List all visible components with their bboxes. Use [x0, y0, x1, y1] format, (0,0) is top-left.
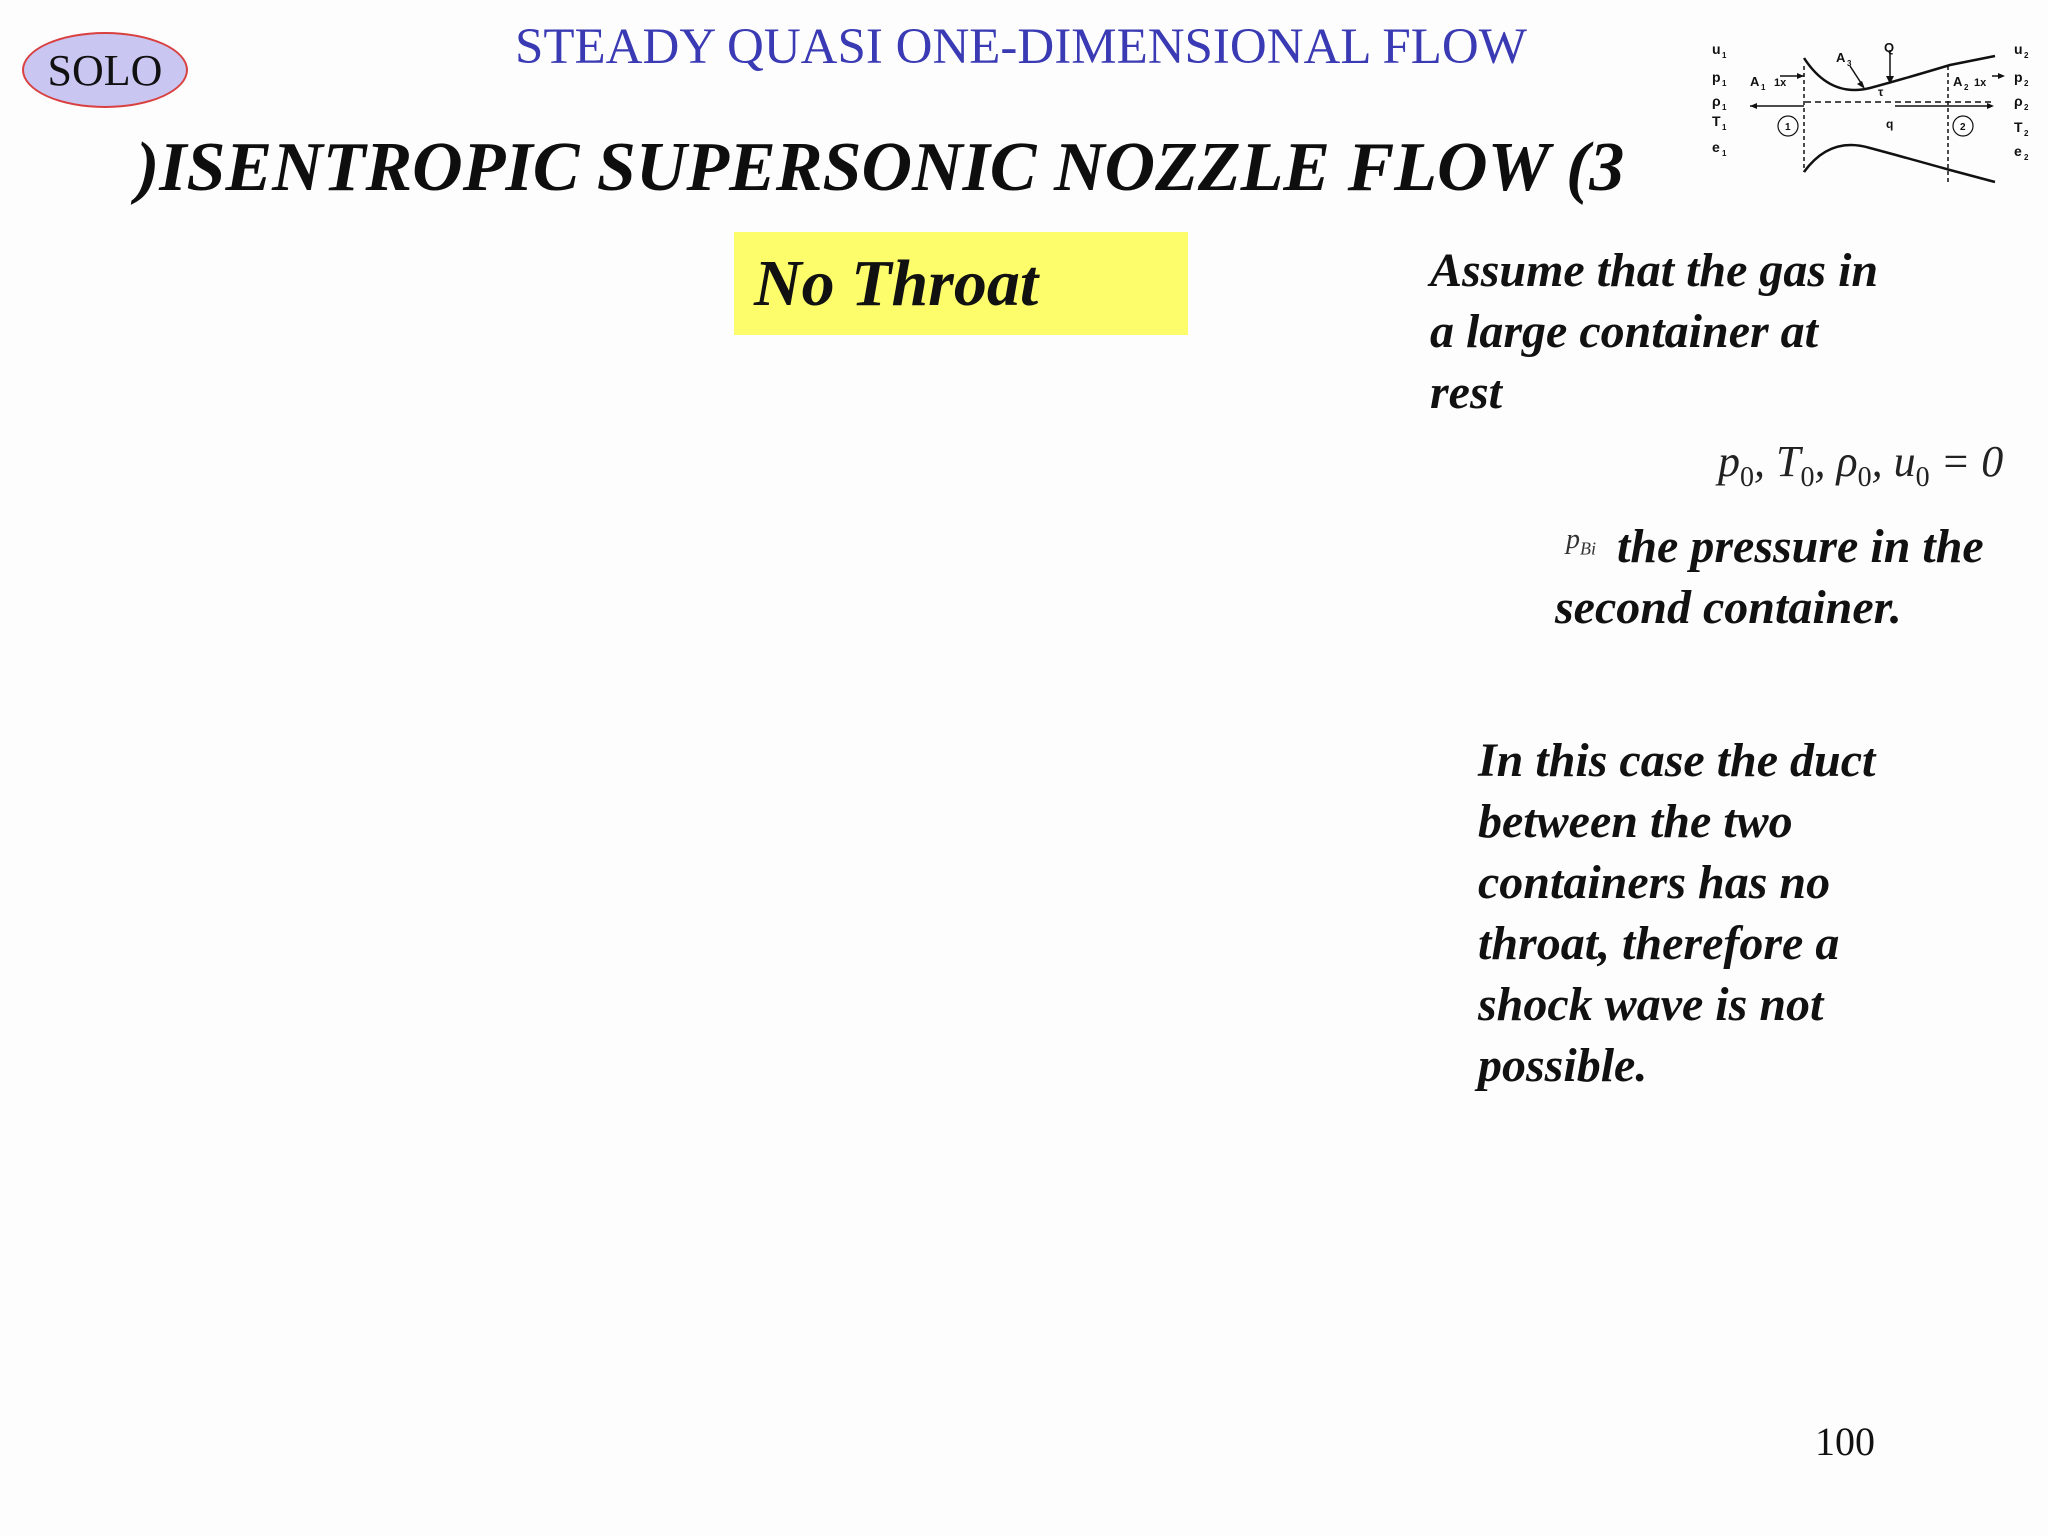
dx1-arrowhead	[1797, 73, 1804, 79]
formula-sub: 0	[1740, 461, 1754, 493]
pbi-p: p	[1566, 524, 1580, 555]
left-sub: 1	[1722, 103, 1727, 112]
a2-label: A	[1953, 74, 1963, 89]
a2-sub: 2	[1964, 83, 1969, 92]
formula-sub: 0	[1915, 461, 1930, 493]
right-label: p	[2014, 69, 2023, 85]
stagnation-formula: $p_0$, $T_0$, $\rho_0$, $u_0 = 0$	[1718, 437, 2004, 493]
pbi-sub: Bi	[1580, 538, 1596, 559]
a1-label: A	[1750, 74, 1760, 89]
no-throat-label: No Throat	[754, 246, 1039, 320]
dx2-label: 1x	[1974, 77, 1987, 89]
right-label: T	[2014, 119, 2023, 135]
solo-logo: SOLO	[22, 32, 188, 108]
a1-sub: 1	[1761, 83, 1766, 92]
left-state-labels	[1712, 41, 1727, 158]
dx1-label: 1x	[1774, 77, 1787, 89]
q-upper-label: Q	[1884, 40, 1895, 55]
formula-T: T	[1776, 437, 1801, 486]
left-label: ρ	[1712, 93, 1721, 109]
left-sub: 1	[1722, 79, 1727, 88]
right-sub: 2	[2024, 153, 2029, 162]
left-sub: 1	[1722, 149, 1727, 158]
left-sub: 1	[1722, 123, 1727, 132]
left-label: e	[1712, 139, 1720, 155]
left-arrowhead	[1750, 103, 1757, 109]
page-number: 100	[1815, 1419, 1875, 1464]
assume-text: Assume that the gas in a large container at rest	[1430, 244, 1879, 419]
formula-rho: ρ	[1836, 437, 1858, 486]
q-lower-label: q	[1886, 117, 1894, 131]
a3-label: A	[1836, 50, 1846, 65]
left-sub: 1	[1722, 51, 1727, 60]
header-title: STEADY QUASI ONE-DIMENSIONAL FLOW	[515, 19, 1527, 75]
left-label: u	[1712, 41, 1721, 57]
right-label: ρ	[2014, 93, 2023, 109]
right-sub: 2	[2024, 79, 2029, 88]
right-sub: 2	[2024, 129, 2029, 138]
right-label: u	[2014, 41, 2023, 57]
right-arrowhead	[1987, 103, 1994, 109]
right-sub: 2	[2024, 103, 2029, 112]
slide-title: )ISENTROPIC SUPERSONIC NOZZLE FLOW (3	[136, 129, 1625, 206]
outflow-arrowhead	[1998, 73, 2005, 79]
no-throat-tag	[734, 232, 1188, 335]
station1-label: 1	[1785, 122, 1791, 133]
a3-pointer-head	[1857, 81, 1865, 89]
station2-label: 2	[1960, 122, 1966, 133]
formula-u: u	[1893, 437, 1916, 486]
tau-label: τ	[1878, 85, 1884, 99]
nozzle-diagram	[1700, 20, 2040, 190]
formula-sub: 0	[1800, 461, 1815, 493]
left-label: p	[1712, 69, 1721, 85]
formula-p: p	[1718, 437, 1740, 486]
pressure-text: the pressure in the second container.	[1555, 520, 1984, 634]
left-label: T	[1712, 113, 1721, 129]
right-sub: 2	[2024, 51, 2029, 60]
right-label: e	[2014, 143, 2022, 159]
formula-sub: 0	[1857, 461, 1872, 493]
lower-wall	[1804, 145, 1995, 182]
right-state-labels	[2014, 41, 2029, 162]
a3-sub: 3	[1847, 59, 1852, 68]
case-text: In this case the duct between the two containers has no throat, therefore a shock wave is not possible.	[1478, 734, 1876, 1092]
formula-equals: = 0	[1929, 437, 2004, 486]
